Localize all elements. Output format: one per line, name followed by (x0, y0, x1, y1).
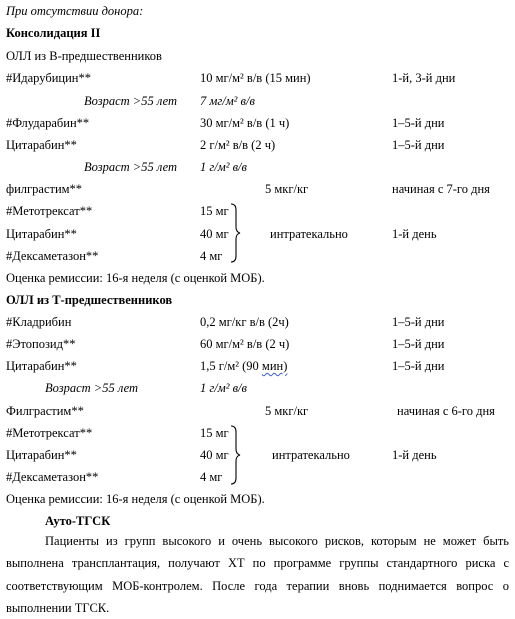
drug-days: 1–5-й дни (392, 359, 445, 373)
right-brace-icon (229, 425, 241, 485)
b-lineage-heading: ОЛЛ из В-предшественников (6, 49, 162, 63)
drug-dose: 40 мг (200, 448, 229, 462)
drug-name: #Дексаметазон** (6, 249, 99, 263)
drug-name: Цитарабин** (6, 138, 77, 152)
drug-name: #Метотрексат** (6, 426, 93, 440)
drug-days: 1–5-й дни (392, 337, 445, 351)
remission-note: Оценка ремиссии: 16-я неделя (с оценкой МОБ). (6, 271, 265, 285)
drug-name: #Кладрибин (6, 315, 72, 329)
drug-days: 1–5-й дни (392, 315, 445, 329)
consolidation-heading: Консолидация II (6, 26, 101, 40)
drug-dose (200, 358, 287, 374)
drug-dose: 15 мг (200, 426, 229, 440)
drug-dose: 4 мг (200, 470, 223, 484)
drug-days: 1-й день (392, 448, 437, 462)
drug-dose: 15 мг (200, 204, 229, 218)
drug-name: #Дексаметазон** (6, 470, 99, 484)
drug-dose: 0,2 мг/кг в/в (2ч) (200, 315, 289, 329)
drug-dose: 30 мг/м² в/в (1 ч) (200, 116, 290, 130)
age-note: Возраст >55 лет (84, 94, 178, 108)
dose-text: 1,5 г/м² (90 (200, 359, 262, 373)
drug-days: 1–5-й дни (392, 116, 445, 130)
drug-days: 1–5-й дни (392, 138, 445, 152)
drug-name: Филграстим** (6, 404, 84, 418)
no-donor-note: При отсутствии донора: (6, 4, 144, 18)
drug-dose: 60 мг/м² в/в (2 ч) (200, 337, 290, 351)
drug-dose: 5 мкг/кг (265, 404, 309, 418)
drug-days: начиная с 7-го дня (392, 182, 490, 196)
drug-name: Цитарабин** (6, 227, 77, 241)
drug-dose: 7 мг/м² в/в (200, 94, 255, 108)
right-brace-icon (229, 203, 241, 263)
drug-name: Цитарабин** (6, 448, 77, 462)
remission-note: Оценка ремиссии: 16-я неделя (с оценкой МОБ). (6, 492, 265, 506)
drug-days: 1-й день (392, 227, 437, 241)
drug-name: #Флударабин** (6, 116, 90, 130)
drug-days: 1-й, 3-й дни (392, 71, 456, 85)
drug-dose: 5 мкг/кг (265, 182, 309, 196)
drug-dose: 10 мг/м² в/в (15 мин) (200, 71, 311, 85)
drug-dose: 1 г/м² в/в (200, 381, 247, 395)
drug-days: начиная с 6-го дня (397, 404, 495, 418)
drug-dose: 40 мг (200, 227, 229, 241)
drug-dose: 1 г/м² в/в (200, 160, 247, 174)
drug-dose: 4 мг (200, 249, 223, 263)
age-note: Возраст >55 лет (84, 160, 178, 174)
age-note: Возраст >55 лет (45, 381, 139, 395)
auto-hsct-heading: Ауто-ТГСК (45, 514, 111, 528)
drug-name: #Этопозид** (6, 337, 76, 351)
route-label: интратекально (270, 227, 348, 241)
t-lineage-heading: ОЛЛ из Т-предшественников (6, 293, 173, 307)
drug-dose: 2 г/м² в/в (2 ч) (200, 138, 276, 152)
drug-name: #Идарубицин** (6, 71, 91, 85)
drug-name: #Метотрексат** (6, 204, 93, 218)
drug-name: Цитарабин** (6, 359, 77, 373)
auto-hsct-paragraph: Пациенты из групп высокого и очень высокого рисков, которым не может быть выполнена трансплантация, получают ХТ по программе группы стандартного риска с соответствующим МОБ-контролем. После года терапии вновь поднимается вопрос о выполнении ТГСК. (6, 534, 509, 615)
spellcheck-mark: мин) (261, 359, 288, 373)
drug-name: филграстим** (6, 182, 83, 196)
route-label: интратекально (272, 448, 350, 462)
